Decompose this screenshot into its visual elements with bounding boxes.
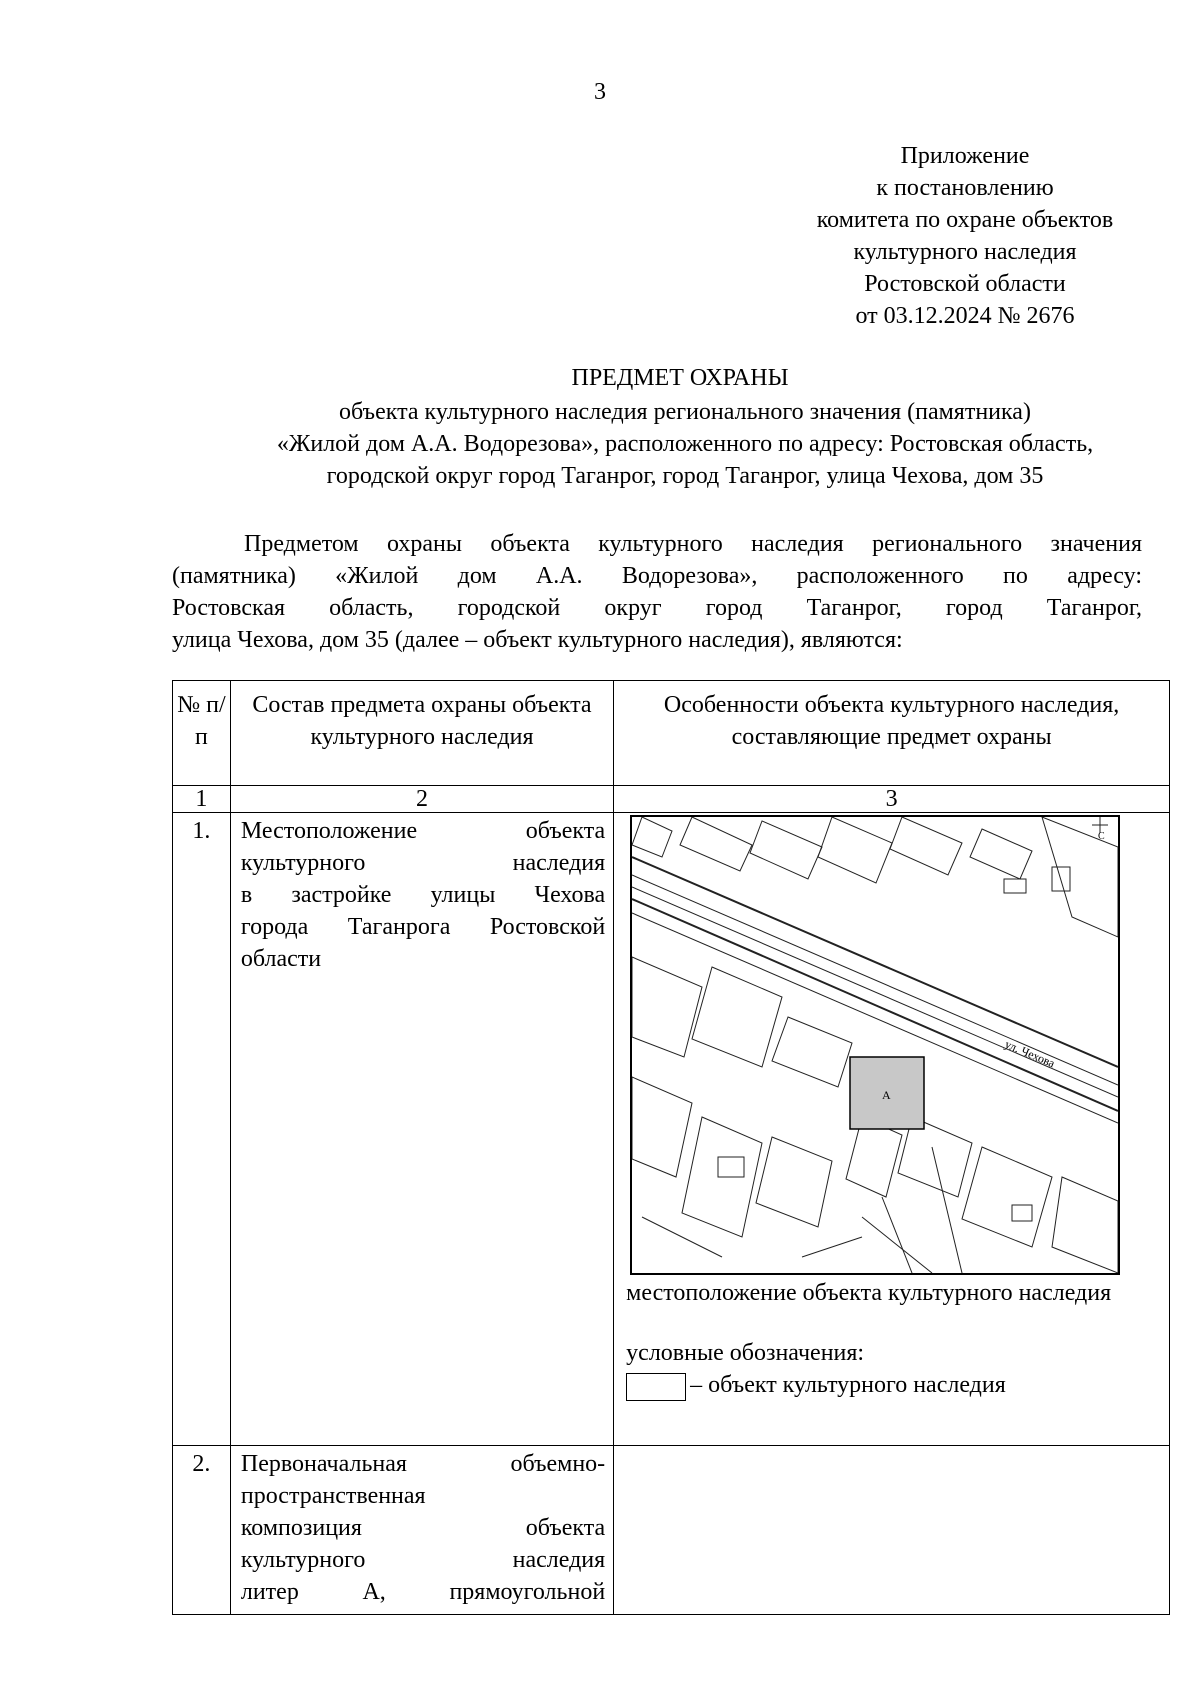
- table-row: [173, 1446, 1170, 1615]
- subtitle-line: городской округ город Таганрог, город Таганрог, улица Чехова, дом 35: [326, 463, 1044, 489]
- intro-line: улица Чехова, дом 35 (далее – объект культурного наследия), являются:: [172, 627, 903, 653]
- appendix-line: Ростовской области: [864, 271, 1066, 297]
- row-number: 1.: [173, 813, 231, 1446]
- column-number: 1: [173, 786, 231, 813]
- features-cell: [614, 813, 1170, 1446]
- appendix-line: к постановлению: [876, 175, 1054, 201]
- composition-line: литер А, прямоугольной: [240, 1579, 606, 1605]
- column-number: 3: [614, 786, 1170, 813]
- composition-line: Первоначальная объемно-: [240, 1451, 606, 1477]
- composition-cell: [230, 1446, 613, 1615]
- header-features: Особенности объекта культурного наследия, составляющие предмет охраны: [614, 681, 1170, 786]
- composition-line: Местоположение объекта: [240, 818, 606, 844]
- legend-item-label: – объект культурного наследия: [690, 1372, 1006, 1398]
- document-subtitle: [170, 396, 1200, 492]
- table-numbering-row: [173, 786, 1170, 813]
- table-row: [173, 813, 1170, 1446]
- features-cell: [614, 1446, 1170, 1615]
- protection-table: [172, 680, 1170, 1615]
- composition-line: области: [240, 946, 322, 972]
- features-text: [614, 1275, 1169, 1401]
- legend-title: условные обозначения:: [626, 1340, 865, 1366]
- row-number: 2.: [173, 1446, 231, 1615]
- appendix-line: от 03.12.2024 № 2676: [855, 303, 1075, 329]
- composition-line: города Таганрога Ростовской: [240, 914, 606, 940]
- intro-paragraph: [172, 528, 1142, 656]
- appendix-line: комитета по охране объектов: [816, 207, 1114, 233]
- document-title: ПРЕДМЕТ ОХРАНЫ: [571, 365, 789, 391]
- composition-line: культурного наследия: [240, 850, 606, 876]
- composition-line: культурного наследия: [240, 1547, 606, 1573]
- map-north-label: С: [1098, 831, 1105, 842]
- page-number: 3: [594, 79, 606, 105]
- intro-line: Предметом охраны объекта культурного наследия регионального значения: [244, 531, 1142, 557]
- composition-line: в застройке улицы Чехова: [240, 882, 606, 908]
- map-street-label: ул. Чехова: [1002, 1036, 1058, 1071]
- features-caption: местоположение объекта культурного наследия: [626, 1280, 1112, 1306]
- composition-line: композиция объекта: [240, 1515, 606, 1541]
- header-composition: Состав предмета охраны объекта культурного наследия: [230, 681, 613, 786]
- cadastral-map-image: [632, 817, 1118, 1273]
- composition-line: пространственная: [240, 1483, 426, 1509]
- legend-item: [626, 1369, 1161, 1401]
- subtitle-line: «Жилой дом А.А. Водорезова», расположенного по адресу: Ростовская область,: [276, 431, 1094, 457]
- composition-cell: [230, 813, 613, 1446]
- map-building-label: А: [882, 1088, 891, 1102]
- header-number: № п/п: [173, 681, 231, 786]
- location-map: [630, 815, 1120, 1275]
- intro-line: Ростовская область, городской округ город Таганрог, город Таганрог,: [172, 595, 1142, 621]
- column-number: 2: [230, 786, 613, 813]
- subtitle-line: объекта культурного наследия регионального значения (памятника): [339, 399, 1031, 425]
- appendix-line: культурного наследия: [853, 239, 1077, 265]
- intro-line: (памятника) «Жилой дом А.А. Водорезова», расположенного по адресу:: [172, 563, 1142, 589]
- appendix-line: Приложение: [900, 143, 1030, 169]
- table-header-row: [173, 681, 1170, 786]
- legend-swatch: [626, 1373, 686, 1401]
- appendix-block: [780, 140, 1150, 332]
